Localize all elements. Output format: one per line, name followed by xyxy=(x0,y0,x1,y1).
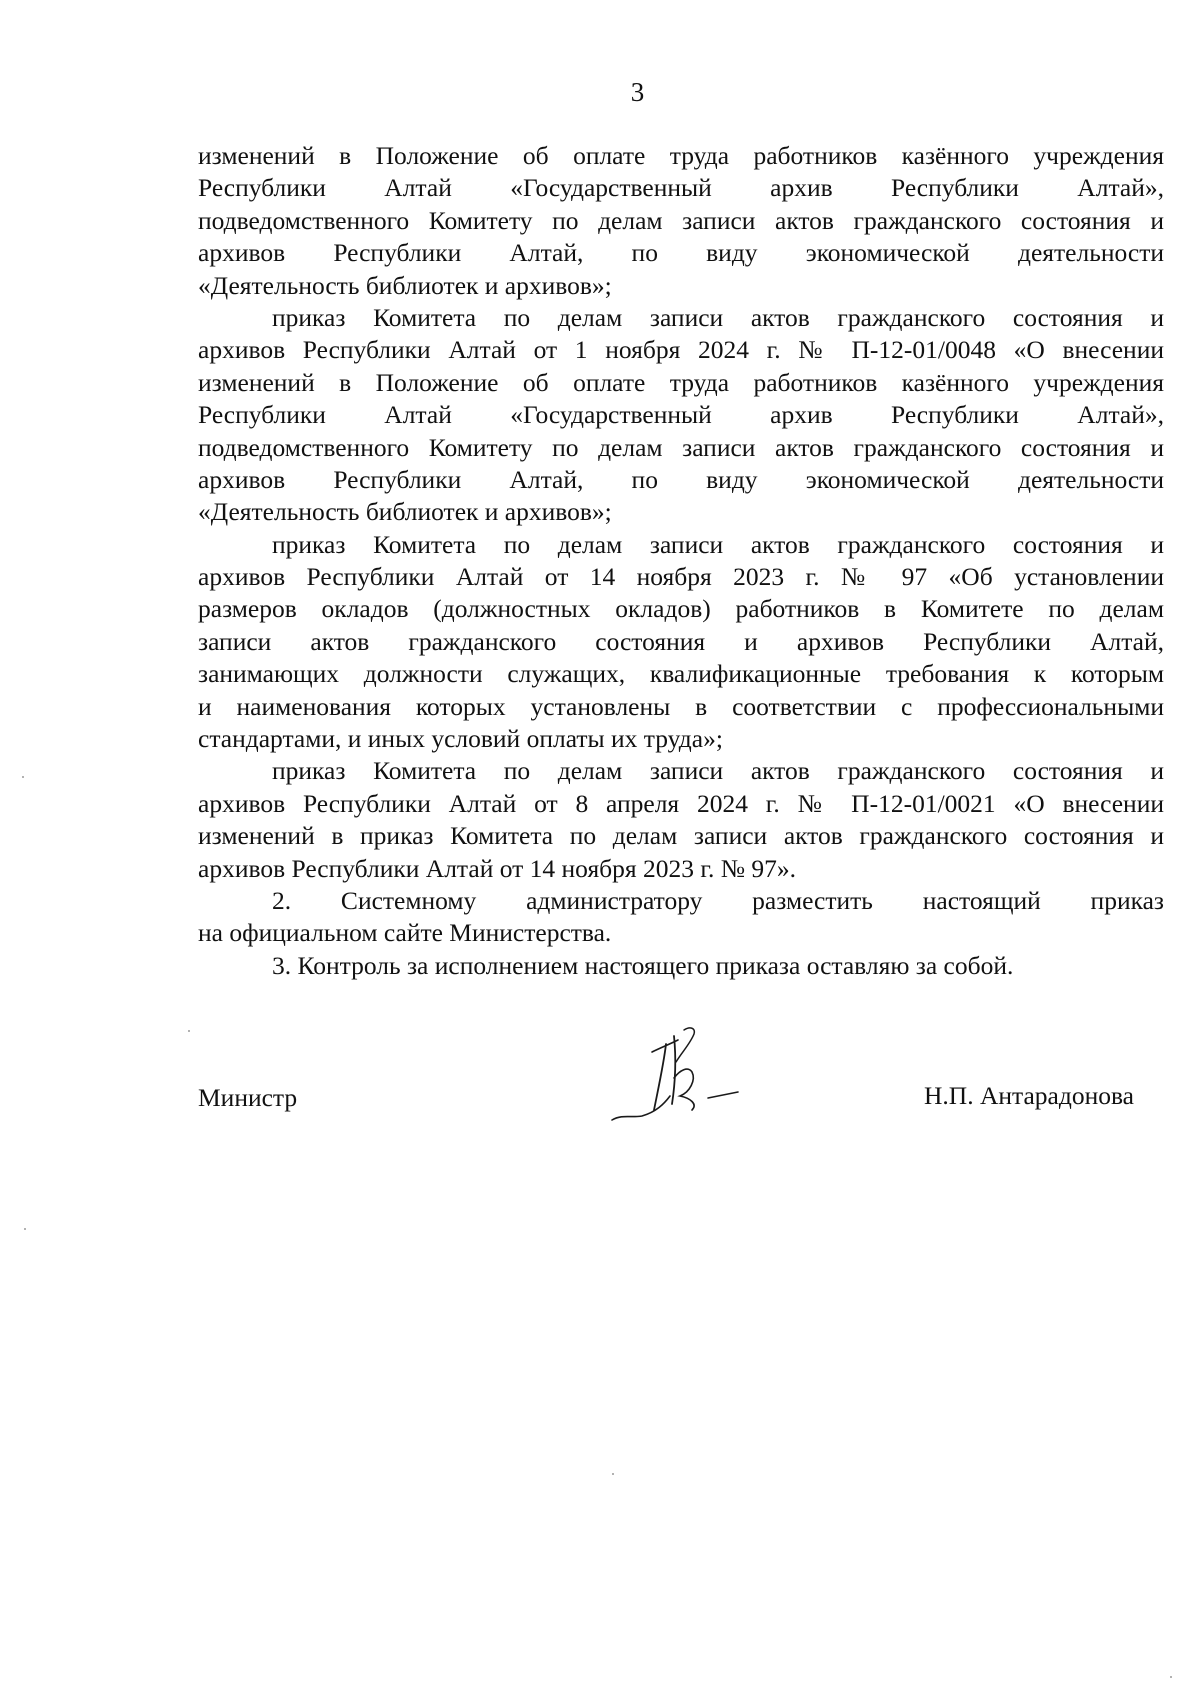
paragraph xyxy=(198,755,1164,885)
paragraph xyxy=(198,529,1164,756)
paragraph xyxy=(198,140,1164,302)
text-line: размеров окладов (должностных окладов) работников в Комитете по делам xyxy=(198,594,1164,624)
text-line: изменений в Положение об оплате труда работников казённого учреждения xyxy=(198,141,1164,170)
text-line: подведомственного Комитету по делам записи актов гражданского состояния и xyxy=(198,205,1164,235)
text-line: приказ Комитета по делам записи актов гражданского состояния и xyxy=(272,529,1164,559)
text-line: подведомственного Комитету по делам записи актов гражданского состояния и xyxy=(198,432,1164,462)
text-line: приказ Комитета по делам записи актов гражданского состояния и xyxy=(272,756,1164,786)
text-line: приказ Комитета по делам записи актов гражданского состояния и xyxy=(272,302,1164,332)
signatory-name: Н.П. Антарадонова xyxy=(923,1081,1134,1110)
scan-speck xyxy=(22,776,24,778)
text-line: архивов Республики Алтай от 14 ноября 2023 г. № 97 «Об установлении xyxy=(198,562,1164,592)
text-line: архивов Республики Алтай от 14 ноября 2023 г. № 97». xyxy=(198,853,797,883)
text-line: записи актов гражданского состояния и архивов Республики Алтай, xyxy=(198,626,1164,656)
paragraph xyxy=(198,885,1164,950)
text-line: изменений в приказ Комитета по делам записи актов гражданского состояния и xyxy=(198,821,1164,851)
scan-speck xyxy=(188,1030,190,1032)
signatory-title: Министр xyxy=(198,1083,298,1112)
scan-speck xyxy=(1170,1676,1172,1678)
text-line: «Деятельность библиотек и архивов»; xyxy=(198,497,612,527)
text-line: занимающих должности служащих, квалификационные требования к которым xyxy=(198,659,1164,689)
page-number: 3 xyxy=(630,77,645,107)
document-body xyxy=(198,140,1164,982)
signature-block xyxy=(198,1012,1164,1152)
text-line: на официальном сайте Министерства. xyxy=(198,918,612,948)
text-line: «Деятельность библиотек и архивов»; xyxy=(198,270,612,300)
text-line: Республики Алтай «Государственный архив Республики Алтай», xyxy=(198,173,1164,203)
text-line: архивов Республики Алтай от 8 апреля 2024 г. № П-12-01/0021 «О внесении xyxy=(198,788,1164,818)
scan-speck xyxy=(24,1228,26,1230)
text-line: изменений в Положение об оплате труда работников казённого учреждения xyxy=(198,367,1164,397)
text-line: архивов Республики Алтай, по виду экономической деятельности xyxy=(198,238,1164,268)
text-line: архивов Республики Алтай от 1 ноября 2024 г. № П-12-01/0048 «О внесении xyxy=(198,335,1164,365)
text-line: 2. Системному администратору разместить настоящий приказ xyxy=(272,885,1164,915)
scan-speck xyxy=(612,1473,614,1475)
paragraph xyxy=(198,302,1164,529)
paragraph xyxy=(198,950,1164,982)
handwritten-signature-icon xyxy=(604,1022,744,1132)
text-line: стандартами, и иных условий оплаты их труда»; xyxy=(198,724,723,754)
text-line: Республики Алтай «Государственный архив Республики Алтай», xyxy=(198,400,1164,430)
text-line: архивов Республики Алтай, по виду экономической деятельности xyxy=(198,464,1164,494)
text-line: и наименования которых установлены в соответствии с профессиональными xyxy=(198,691,1164,721)
text-line: 3. Контроль за исполнением настоящего приказа оставляю за собой. xyxy=(272,950,1014,980)
